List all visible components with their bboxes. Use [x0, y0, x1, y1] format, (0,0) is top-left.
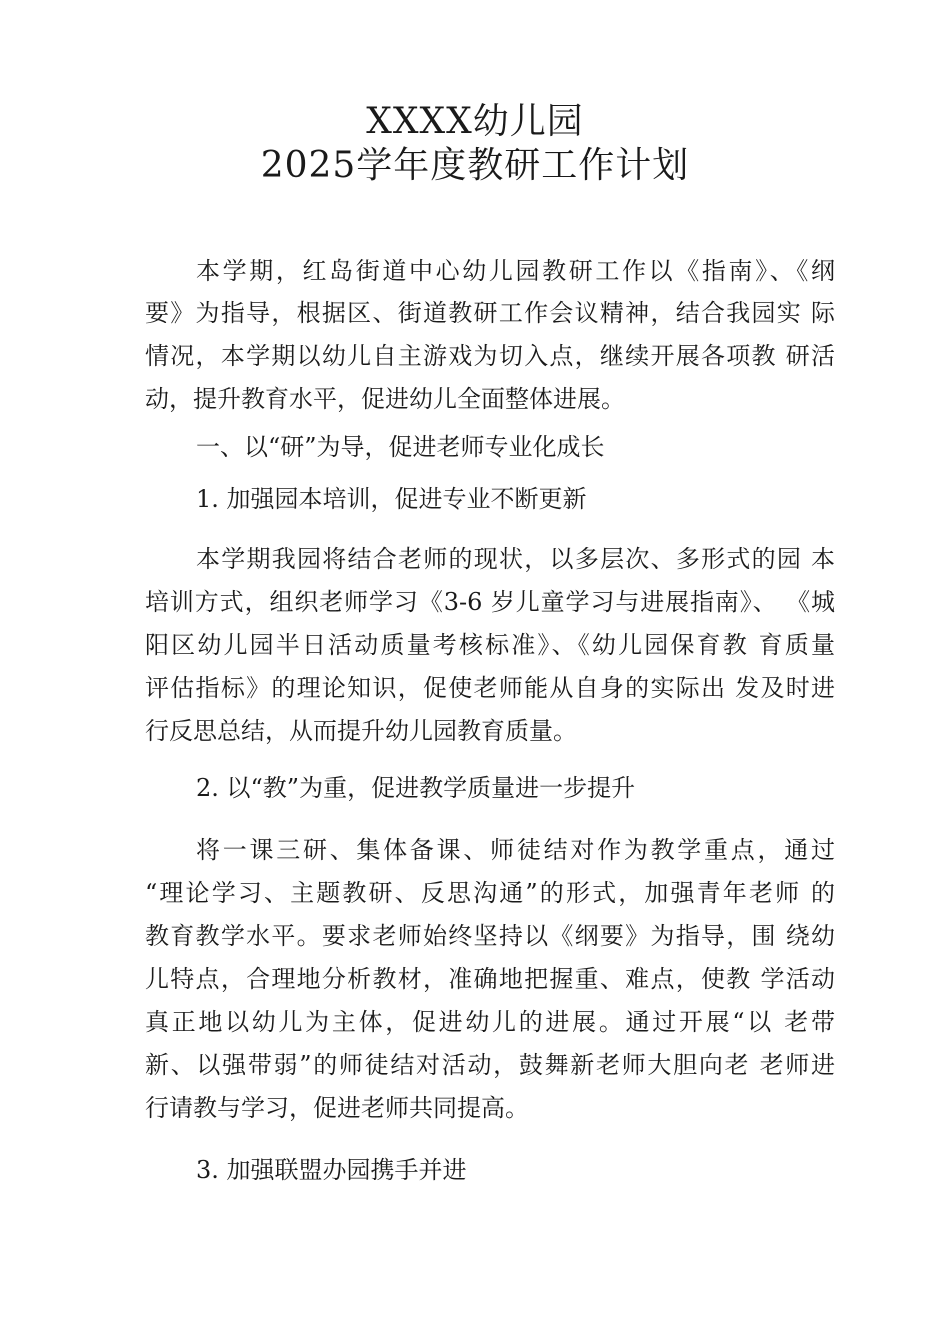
item-heading: 2. 以“教”为重，促进教学质量进一步提升 [196, 774, 636, 802]
item2-line: 将一课三研、集体备课、师徒结对作为教学重点，通过 [196, 836, 835, 864]
item2-line: 儿特点，合理地分析教材，准确地把握重、难点，使教 学活动 [145, 965, 835, 993]
section-heading: 一、以“研”为导，促进老师专业化成长 [196, 433, 605, 461]
item1-line: 阳区幼儿园半日活动质量考核标准》、《幼儿园保育教 育质量 [145, 631, 835, 659]
intro-line: 动，提升教育水平，促进幼儿全面整体进展。 [145, 385, 625, 413]
item2-line: 行请教与学习，促进老师共同提高。 [145, 1094, 529, 1122]
item2-line: 真正地以幼儿为主体，促进幼儿的进展。通过开展“以 老带 [145, 1008, 835, 1036]
item2-line: 新、以强带弱”的师徒结对活动，鼓舞新老师大胆向老 老师进 [145, 1051, 835, 1079]
item-heading: 1. 加强园本培训，促进专业不断更新 [196, 485, 587, 513]
intro-line: 情况，本学期以幼儿自主游戏为切入点，继续开展各项教 研活 [145, 342, 835, 370]
item1-line: 培训方式，组织老师学习《3-6 岁儿童学习与进展指南》、 《城 [145, 588, 835, 616]
item1-line: 本学期我园将结合老师的现状，以多层次、多形式的园 本 [196, 545, 835, 573]
intro-line: 要》为指导，根据区、街道教研工作会议精神，结合我园实 际 [145, 299, 835, 327]
item-heading: 3. 加强联盟办园携手并进 [196, 1156, 467, 1184]
document-title-school: XXXX幼儿园 [366, 101, 584, 142]
item2-line: 教育教学水平。要求老师始终坚持以《纲要》为指导，围 绕幼 [145, 922, 835, 950]
document-title-plan: 2025学年度教研工作计划 [260, 145, 690, 186]
item1-line: 行反思总结，从而提升幼儿园教育质量。 [145, 717, 577, 745]
item2-line: “理论学习、主题教研、反思沟通”的形式，加强青年老师 的 [145, 879, 835, 907]
intro-line: 本学期，红岛街道中心幼儿园教研工作以《指南》、《纲 [196, 257, 835, 285]
item1-line: 评估指标》的理论知识，促使老师能从自身的实际出 发及时进 [145, 674, 835, 702]
